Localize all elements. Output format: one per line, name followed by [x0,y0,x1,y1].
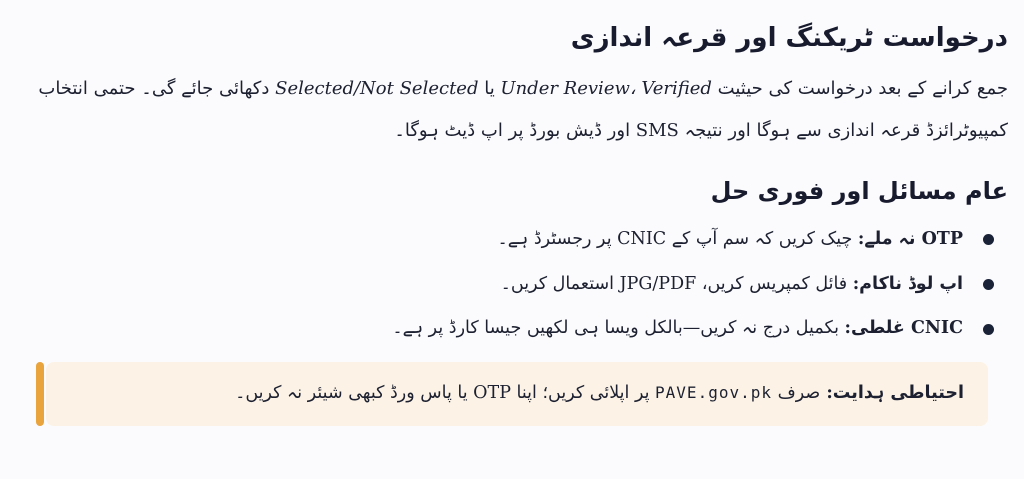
status-selected-not-selected: Selected/Not Selected [275,78,479,100]
faq-item-text: چیک کریں کہ سم آپ کے CNIC پر رجسٹرڈ ہے۔ [497,228,858,249]
faq-item-cnic [16,314,994,344]
page-title: درخواست ٹریکنگ اور قرعہ اندازی [570,23,1008,53]
caution-lead: احتیاطی ہدایت: [820,383,964,404]
intro-text-end: اور ڈیش بورڈ پر اپ ڈیٹ ہوگا۔ [394,119,636,141]
faq-item-content [501,270,963,300]
caution-box [46,362,988,426]
caution-note [36,362,988,426]
faq-item-content [498,225,963,255]
faq-item-upload [16,270,994,300]
caution-accent-bar [36,362,44,426]
bullet-icon [983,234,994,245]
caution-text-rest: پر اپلائی کریں؛ اپنا OTP یا پاس ورڈ کبھی شیئر نہ کریں۔ [235,383,656,404]
bullet-icon [983,279,994,290]
intro-text-middle: دکھائی جائے گی۔ حتمی انتخاب کمپیوٹرائزڈ قرعہ اندازی سے ہوگا اور نتیجہ [38,78,1008,141]
faq-item-lead: اپ لوڈ ناکام: [852,273,963,294]
faq-item-lead: OTP نہ ملے: [857,228,963,249]
section-title-common-issues: عام مسائل اور فوری حل [710,177,1008,206]
caution-text-only: صرف [772,383,821,404]
faq-item-lead: CNIC غلطی: [844,318,963,339]
bullet-icon [983,324,994,335]
faq-list [16,225,1008,344]
faq-item-otp [16,225,994,255]
intro-paragraph [16,68,1008,151]
faq-item-content [392,314,963,344]
faq-item-text: بکمیل درج نہ کریں—بالکل ویسا ہی لکھیں جیسا کارڈ پر ہے۔ [392,318,845,339]
faq-item-text: فائل کمپریس کریں، JPG/PDF استعمال کریں۔ [500,273,853,294]
intro-or-text: یا [478,78,501,100]
intro-text-before-status: جمع کرانے کے بعد درخواست کی حیثیت [711,78,1008,100]
sms-text: SMS [635,119,679,141]
pave-url-text: PAVE.gov.pk [655,383,772,403]
status-under-review-verified: Under Review، Verified [500,78,712,100]
